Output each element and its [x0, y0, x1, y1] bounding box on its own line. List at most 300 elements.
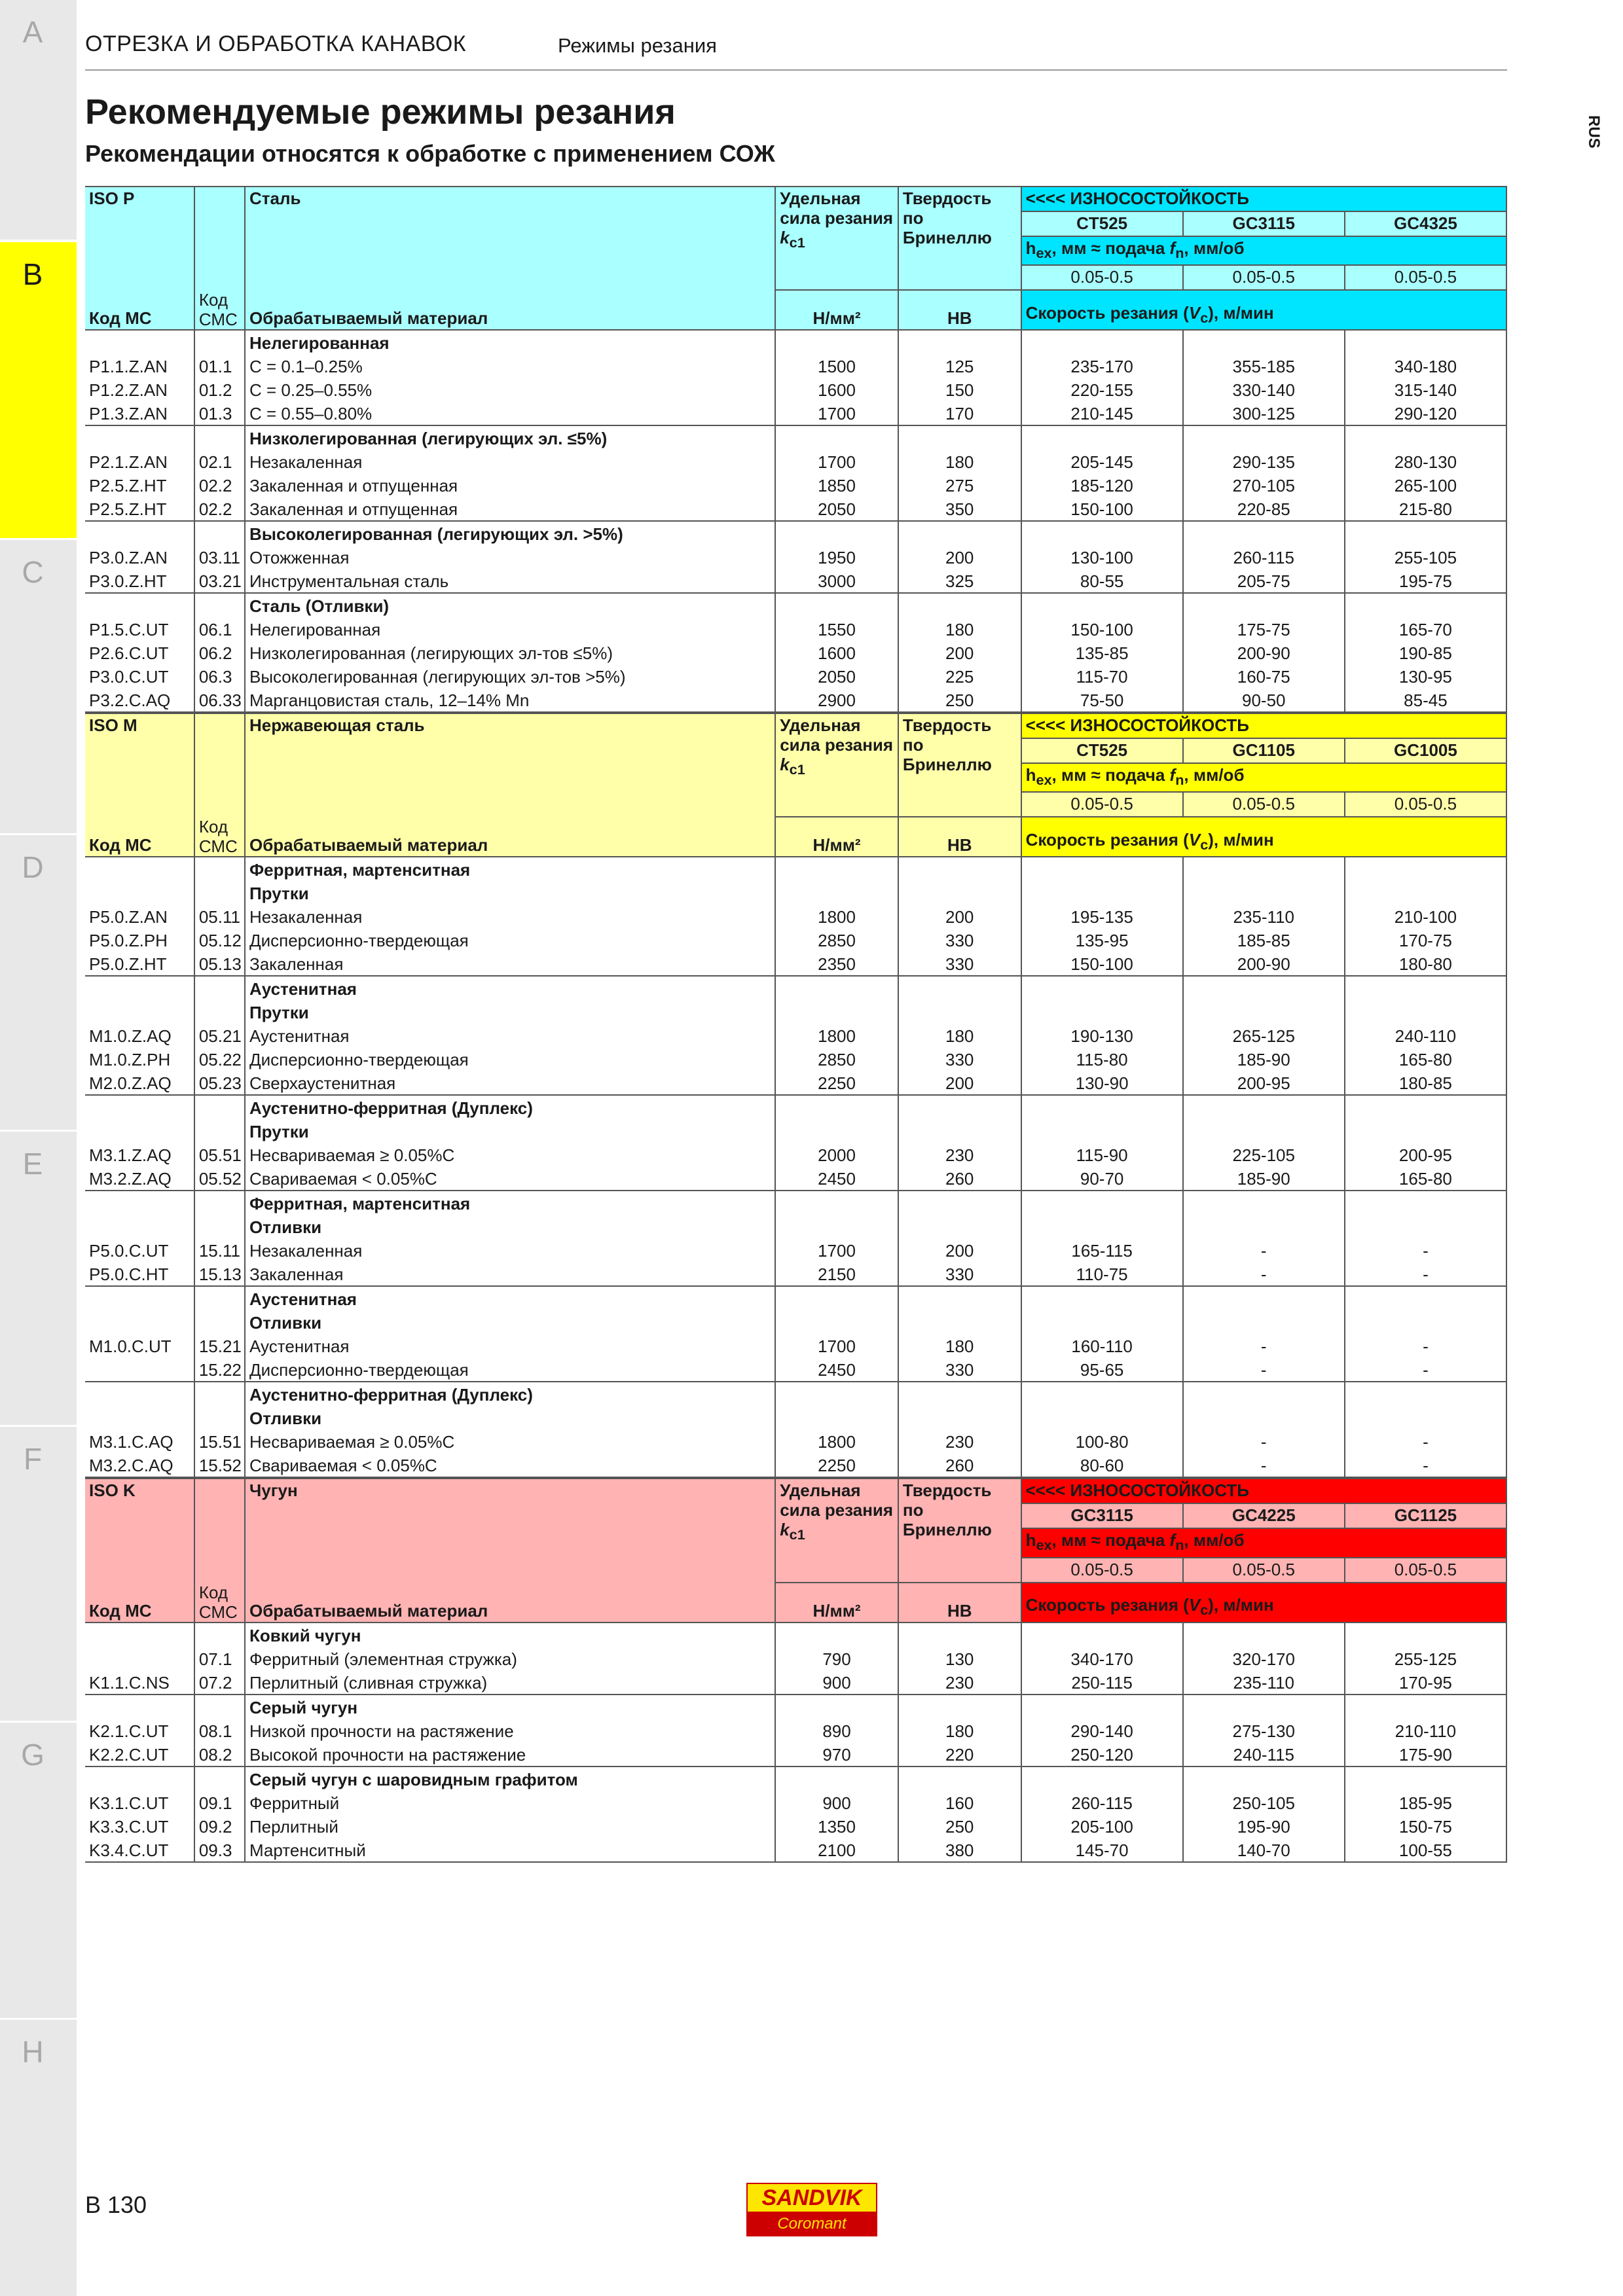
material-subgroup-heading: Ферритная, мартенситная	[245, 857, 775, 881]
empty-cell	[775, 857, 898, 881]
feed-unit: , мм/об	[1184, 765, 1245, 785]
code-mc-header: Код МС	[85, 817, 194, 857]
cutting-speed-g1: 190-130	[1021, 1024, 1183, 1047]
chapter-tab-h[interactable]	[0, 2020, 77, 2296]
material-subgroup-heading: Отливки	[245, 1215, 775, 1238]
empty-cell	[775, 1095, 898, 1119]
cmc-code: 05.11	[194, 905, 245, 928]
cmc-code: 09.1	[194, 1791, 245, 1814]
cmc-code: 05.13	[194, 952, 245, 976]
mc-code: P1.1.Z.AN	[89, 357, 168, 377]
empty-cell	[1021, 1000, 1183, 1024]
wear-resistance-label: <<<< ИЗНОСОСТОЙКОСТЬ	[1021, 713, 1506, 738]
hardness-hb: 330	[898, 1262, 1021, 1286]
cutting-speed-g3: 210-100	[1345, 905, 1506, 928]
cutting-speed-g2: 90-50	[1183, 688, 1345, 712]
feed-range: 0.05-0.5	[1345, 792, 1506, 817]
empty-cell	[85, 1286, 194, 1310]
specific-cutting-force: 1800	[775, 1024, 898, 1047]
wear-resistance-label: <<<< ИЗНОСОСТОЙКОСТЬ	[1021, 1479, 1506, 1503]
material-name: Марганцовистая сталь, 12–14% Mn	[245, 688, 775, 712]
material-name: C = 0.25–0.55%	[245, 378, 775, 401]
material-name: Несвариваемая ≥ 0.05%C	[245, 1429, 775, 1453]
table-row	[85, 1143, 1506, 1166]
hardness-hb: 200	[898, 1071, 1021, 1095]
cutting-speed-g2: 220-85	[1183, 497, 1345, 521]
material-subgroup-row	[85, 425, 1506, 450]
cutting-speed-header	[1021, 1583, 1506, 1623]
empty-cell	[775, 1000, 898, 1024]
chapter-tab-g[interactable]	[0, 1723, 77, 2018]
language-label: RUS	[1585, 115, 1603, 149]
empty-cell	[898, 1767, 1021, 1791]
material-subgroup-row	[85, 1623, 1506, 1647]
mc-code: P2.5.Z.HT	[89, 499, 167, 520]
empty-cell	[85, 1623, 194, 1647]
kc-unit: Н/мм²	[775, 817, 898, 857]
empty-cell	[194, 425, 245, 450]
empty-cell	[898, 1310, 1021, 1334]
code-cmc-line1: Код	[198, 817, 228, 837]
code-cmc-header	[194, 290, 245, 330]
cutting-speed-g2: 235-110	[1183, 1670, 1345, 1695]
table-row	[85, 928, 1506, 952]
cutting-speed-g1: 205-145	[1021, 450, 1183, 473]
specific-cutting-force: 890	[775, 1719, 898, 1742]
feed-range: 0.05-0.5	[1183, 265, 1345, 290]
cutting-speed-g1: 130-100	[1021, 545, 1183, 569]
material-group-name: Сталь	[245, 187, 775, 290]
cmc-code: 02.1	[194, 450, 245, 473]
vc-label: Скорость резания (	[1025, 1595, 1189, 1615]
empty-cell	[1345, 1767, 1506, 1791]
material-name: Низкой прочности на растяжение	[245, 1719, 775, 1742]
material-subgroup-heading: Аустенитная	[245, 1286, 775, 1310]
empty-cell	[898, 1623, 1021, 1647]
empty-cell	[775, 881, 898, 905]
specific-cutting-force: 2850	[775, 1047, 898, 1071]
hardness-hb: 180	[898, 1024, 1021, 1047]
kc-symbol: k	[780, 228, 790, 247]
cutting-speed-g2: 265-125	[1183, 1024, 1345, 1047]
material-header: Обрабатываемый материал	[245, 1583, 775, 1623]
cutting-speed-g1: 130-90	[1021, 1071, 1183, 1095]
table-row	[85, 378, 1506, 401]
empty-cell	[194, 1215, 245, 1238]
material-group-name: Нержавеющая сталь	[245, 713, 775, 817]
logo-wordmark: SANDVIK	[746, 2183, 877, 2213]
empty-cell	[194, 593, 245, 617]
cmc-code: 09.2	[194, 1814, 245, 1838]
table-row	[85, 1166, 1506, 1191]
material-name: Незакаленная	[245, 905, 775, 928]
vc-unit: ), м/мин	[1208, 303, 1274, 323]
cutting-speed-g1: 195-135	[1021, 905, 1183, 928]
cutting-speed-g1: 160-110	[1021, 1334, 1183, 1357]
kc-header	[775, 713, 898, 817]
mc-code: P3.0.C.UT	[89, 667, 169, 687]
material-subgroup-heading: Высоколегированная (легирующих эл. >5%)	[245, 521, 775, 545]
code-mc-header: Код МС	[85, 1583, 194, 1623]
vc-unit: ), м/мин	[1208, 830, 1274, 850]
cmc-code: 06.3	[194, 664, 245, 688]
empty-cell	[1183, 330, 1345, 354]
cmc-code: 09.3	[194, 1838, 245, 1862]
specific-cutting-force: 790	[775, 1647, 898, 1670]
chapter-tab-f[interactable]	[0, 1427, 77, 1721]
empty-cell	[1345, 857, 1506, 881]
mc-code: P5.0.C.UT	[89, 1241, 169, 1261]
cutting-speed-g3: -	[1345, 1429, 1506, 1453]
empty-cell	[1183, 1406, 1345, 1429]
empty-cell	[1183, 1382, 1345, 1406]
mc-code: M3.1.C.AQ	[89, 1432, 173, 1452]
table-header-row	[85, 713, 1506, 738]
empty-cell	[1345, 1310, 1506, 1334]
cutting-speed-g1: 250-115	[1021, 1670, 1183, 1695]
mc-code: M3.2.Z.AQ	[89, 1169, 172, 1189]
hardness-hb: 260	[898, 1166, 1021, 1191]
specific-cutting-force: 1350	[775, 1814, 898, 1838]
empty-cell	[85, 976, 194, 1000]
material-name: Дисперсионно-твердеющая	[245, 1357, 775, 1382]
empty-cell	[85, 1767, 194, 1791]
cutting-speed-g3: 180-80	[1345, 952, 1506, 976]
mc-code: P5.0.Z.PH	[89, 931, 168, 951]
grade-ct525: CT525	[1021, 738, 1183, 763]
grade-gc1105: GC1105	[1183, 738, 1345, 763]
specific-cutting-force: 900	[775, 1670, 898, 1695]
empty-cell	[1021, 521, 1183, 545]
material-subgroup-heading: Нелегированная	[245, 330, 775, 354]
page-number: B 130	[85, 2191, 147, 2218]
cutting-speed-g1: 235-170	[1021, 354, 1183, 378]
hardness-hb: 230	[898, 1429, 1021, 1453]
cutting-speed-g3: 170-75	[1345, 928, 1506, 952]
specific-cutting-force: 2100	[775, 1838, 898, 1862]
empty-cell	[1345, 521, 1506, 545]
specific-cutting-force: 2450	[775, 1166, 898, 1191]
cutting-speed-g2: 270-105	[1183, 473, 1345, 497]
empty-cell	[1183, 593, 1345, 617]
cutting-speed-g1: 210-145	[1021, 401, 1183, 425]
specific-cutting-force: 900	[775, 1791, 898, 1814]
hardness-hb: 200	[898, 641, 1021, 664]
empty-cell	[898, 1215, 1021, 1238]
cutting-speed-g2: 200-90	[1183, 952, 1345, 976]
empty-cell	[1021, 1406, 1183, 1429]
empty-cell	[1183, 1191, 1345, 1215]
empty-cell	[85, 593, 194, 617]
mc-code: K2.1.C.UT	[89, 1721, 169, 1741]
hb-header: Твердость по Бринеллю	[898, 187, 1021, 290]
hex-label-mid: , мм ≈ подача	[1051, 1530, 1170, 1551]
material-name: Перлитный (сливная стружка)	[245, 1670, 775, 1695]
grade-gc3115: GC3115	[1021, 1503, 1183, 1528]
empty-cell	[194, 1119, 245, 1143]
empty-cell	[1183, 1119, 1345, 1143]
material-subgroup-row	[85, 857, 1506, 881]
mc-code: M1.0.C.UT	[89, 1336, 172, 1357]
mc-code: K3.4.C.UT	[85, 1838, 194, 1862]
material-name: Свариваемая < 0.05%C	[245, 1166, 775, 1191]
empty-cell	[194, 1623, 245, 1647]
cmc-code: 07.2	[194, 1670, 245, 1695]
cutting-speed-g2: -	[1183, 1334, 1345, 1357]
feed-subscript: n	[1175, 1537, 1184, 1554]
empty-cell	[1183, 1215, 1345, 1238]
empty-cell	[1345, 1382, 1506, 1406]
cutting-speed-g3: 195-75	[1345, 569, 1506, 593]
material-name: Дисперсионно-твердеющая	[245, 928, 775, 952]
material-name: Несвариваемая ≥ 0.05%C	[245, 1143, 775, 1166]
cutting-speed-g2: -	[1183, 1453, 1345, 1477]
feed-header	[1021, 236, 1506, 265]
cutting-speed-g2: 175-75	[1183, 617, 1345, 641]
hex-symbol: h	[1025, 1530, 1036, 1551]
cutting-speed-g3: -	[1345, 1262, 1506, 1286]
cmc-header-spacer	[194, 1479, 245, 1582]
cutting-speed-g2: 205-75	[1183, 569, 1345, 593]
table-row	[85, 401, 1506, 425]
page-header	[85, 31, 1507, 71]
mc-code	[85, 1357, 194, 1382]
cutting-speed-g1: 80-55	[1021, 569, 1183, 593]
table-header-row	[85, 187, 1506, 211]
feed-symbol: f	[1169, 765, 1176, 785]
kc-header	[775, 1479, 898, 1582]
material-subgroup-heading: Прутки	[245, 1000, 775, 1024]
cutting-speed-g3: 340-180	[1345, 354, 1506, 378]
table-row	[85, 952, 1506, 976]
cutting-speed-g1: 115-90	[1021, 1143, 1183, 1166]
chapter-tab-a[interactable]	[0, 0, 77, 240]
specific-cutting-force: 2900	[775, 688, 898, 712]
material-subgroup-row	[85, 1382, 1506, 1406]
cutting-speed-g1: 165-115	[1021, 1238, 1183, 1262]
specific-cutting-force: 1950	[775, 545, 898, 569]
table-row	[85, 1742, 1506, 1767]
cutting-speed-g2: 185-90	[1183, 1166, 1345, 1191]
material-subgroup-heading: Аустенитно-ферритная (Дуплекс)	[245, 1095, 775, 1119]
feed-symbol: f	[1169, 238, 1176, 258]
cmc-code: 01.3	[194, 401, 245, 425]
chapter-tab-d[interactable]	[0, 835, 77, 1130]
mc-code: P1.2.Z.AN	[89, 380, 168, 401]
empty-cell	[1021, 1767, 1183, 1791]
cutting-speed-g2: 235-110	[1183, 905, 1345, 928]
empty-cell	[194, 1095, 245, 1119]
cutting-speed-g2: 240-115	[1183, 1742, 1345, 1767]
material-subgroup-row	[85, 881, 1506, 905]
material-name: Сверхаустенитная	[245, 1071, 775, 1095]
empty-cell	[775, 1215, 898, 1238]
kc-subscript: c1	[789, 1526, 805, 1543]
empty-cell	[1021, 976, 1183, 1000]
hardness-hb: 260	[898, 1453, 1021, 1477]
empty-cell	[775, 593, 898, 617]
cutting-data-tables	[85, 186, 1507, 1863]
specific-cutting-force: 2450	[775, 1357, 898, 1382]
empty-cell	[194, 1000, 245, 1024]
cutting-table-iso-p	[85, 186, 1507, 713]
logo-subbrand: Coromant	[746, 2212, 877, 2236]
material-subgroup-heading: Отливки	[245, 1406, 775, 1429]
empty-cell	[1021, 425, 1183, 450]
cmc-code: 06.2	[194, 641, 245, 664]
hex-label-mid: , мм ≈ подача	[1051, 238, 1170, 258]
cutting-speed-g3: 255-125	[1345, 1647, 1506, 1670]
material-subgroup-heading: Ковкий чугун	[245, 1623, 775, 1647]
grade-ct525: CT525	[1021, 211, 1183, 236]
feed-unit: , мм/об	[1184, 1530, 1245, 1551]
material-subgroup-heading: Серый чугун	[245, 1695, 775, 1719]
cutting-speed-g2: 320-170	[1183, 1647, 1345, 1670]
kc-label: Удельная сила резания	[780, 715, 894, 755]
cutting-speed-g1: 135-85	[1021, 641, 1183, 664]
vc-label: Скорость резания (	[1025, 830, 1189, 850]
hardness-hb: 330	[898, 928, 1021, 952]
specific-cutting-force: 2250	[775, 1071, 898, 1095]
table-row	[85, 688, 1506, 712]
chapter-tab-label: E	[22, 1147, 43, 1181]
cutting-speed-g3: 290-120	[1345, 401, 1506, 425]
chapter-tab-e[interactable]	[0, 1132, 77, 1425]
empty-cell	[1345, 976, 1506, 1000]
table-row	[85, 569, 1506, 593]
specific-cutting-force: 970	[775, 1742, 898, 1767]
cutting-speed-g1: 80-60	[1021, 1453, 1183, 1477]
kc-unit: Н/мм²	[775, 1583, 898, 1623]
table-row	[85, 1429, 1506, 1453]
empty-cell	[194, 857, 245, 881]
hb-header: Твердость по Бринеллю	[898, 713, 1021, 817]
hb-unit: HB	[898, 290, 1021, 330]
empty-cell	[1183, 1767, 1345, 1791]
hex-subscript: ex	[1036, 245, 1052, 262]
cutting-speed-g3: 100-55	[1345, 1838, 1506, 1862]
hardness-hb: 350	[898, 497, 1021, 521]
cutting-speed-g1: 220-155	[1021, 378, 1183, 401]
grade-gc1125: GC1125	[1345, 1503, 1506, 1528]
cmc-code: 08.1	[194, 1719, 245, 1742]
cutting-speed-g2: 200-95	[1183, 1071, 1345, 1095]
kc-symbol: k	[780, 1520, 790, 1540]
empty-cell	[1345, 330, 1506, 354]
chapter-tab-b[interactable]	[0, 242, 77, 538]
mc-code: K3.1.C.UT	[89, 1793, 169, 1813]
hardness-hb: 180	[898, 617, 1021, 641]
mc-code: K2.2.C.UT	[89, 1744, 169, 1765]
hex-label-mid: , мм ≈ подача	[1051, 765, 1170, 785]
table-row	[85, 545, 1506, 569]
cutting-speed-g2: 250-105	[1183, 1791, 1345, 1814]
cutting-speed-header	[1021, 290, 1506, 330]
empty-cell	[1183, 1623, 1345, 1647]
empty-cell	[85, 1406, 194, 1429]
cmc-code: 05.22	[194, 1047, 245, 1071]
empty-cell	[1183, 1310, 1345, 1334]
hardness-hb: 250	[898, 1814, 1021, 1838]
mc-code: P5.0.C.HT	[89, 1265, 169, 1285]
material-subgroup-row	[85, 1406, 1506, 1429]
cmc-code: 05.21	[194, 1024, 245, 1047]
hardness-hb: 230	[898, 1143, 1021, 1166]
cutting-speed-g1: 115-80	[1021, 1047, 1183, 1071]
empty-cell	[1021, 1382, 1183, 1406]
vc-subscript: c	[1200, 310, 1209, 327]
mc-code: K3.3.C.UT	[89, 1816, 169, 1837]
feed-range: 0.05-0.5	[1021, 792, 1183, 817]
cutting-table-iso-k	[85, 1478, 1507, 1862]
cutting-speed-g1: 185-120	[1021, 473, 1183, 497]
table-row	[85, 1071, 1506, 1095]
cutting-speed-g1: 135-95	[1021, 928, 1183, 952]
material-subgroup-row	[85, 521, 1506, 545]
page-subtitle: Рекомендации относятся к обработке с применением СОЖ	[85, 140, 775, 167]
feed-subscript: n	[1175, 245, 1184, 262]
mc-code: P3.0.Z.HT	[89, 571, 167, 592]
cmc-code: 15.22	[194, 1357, 245, 1382]
hardness-hb: 200	[898, 1238, 1021, 1262]
empty-cell	[1021, 593, 1183, 617]
kc-header	[775, 187, 898, 290]
hardness-hb: 200	[898, 545, 1021, 569]
specific-cutting-force: 2050	[775, 497, 898, 521]
empty-cell	[85, 330, 194, 354]
table-row	[85, 1024, 1506, 1047]
empty-cell	[1021, 1119, 1183, 1143]
empty-cell	[1183, 881, 1345, 905]
cmc-code: 01.1	[194, 354, 245, 378]
mc-code: M3.2.C.AQ	[85, 1453, 194, 1477]
kc-label: Удельная сила резания	[780, 188, 894, 228]
cutting-speed-g3: 200-95	[1345, 1143, 1506, 1166]
specific-cutting-force: 2350	[775, 952, 898, 976]
table-row	[85, 473, 1506, 497]
cutting-speed-g3: 210-110	[1345, 1719, 1506, 1742]
material-subgroup-row	[85, 593, 1506, 617]
hardness-hb: 200	[898, 905, 1021, 928]
specific-cutting-force: 1800	[775, 905, 898, 928]
cutting-speed-g1: 290-140	[1021, 1719, 1183, 1742]
material-subgroup-row	[85, 1095, 1506, 1119]
cutting-speed-g3: 185-95	[1345, 1791, 1506, 1814]
hardness-hb: 170	[898, 401, 1021, 425]
cmc-code: 15.11	[194, 1238, 245, 1262]
material-name: Закаленная и отпущенная	[245, 497, 775, 521]
material-name: Перлитный	[245, 1814, 775, 1838]
hardness-hb: 330	[898, 1047, 1021, 1071]
chapter-tab-c[interactable]	[0, 540, 77, 833]
cutting-speed-g1: 340-170	[1021, 1647, 1183, 1670]
empty-cell	[194, 1767, 245, 1791]
hardness-hb: 250	[898, 688, 1021, 712]
material-subgroup-row	[85, 1119, 1506, 1143]
chapter-tab-label: A	[22, 15, 43, 49]
specific-cutting-force: 1850	[775, 473, 898, 497]
code-mc-header: Код МС	[85, 290, 194, 330]
cmc-code: 15.21	[194, 1334, 245, 1357]
cutting-speed-g3: 165-80	[1345, 1047, 1506, 1071]
material-header: Обрабатываемый материал	[245, 290, 775, 330]
material-name: Дисперсионно-твердеющая	[245, 1047, 775, 1071]
cutting-speed-g2: 275-130	[1183, 1719, 1345, 1742]
table-row	[85, 450, 1506, 473]
cutting-speed-g2: 195-90	[1183, 1814, 1345, 1838]
cmc-code: 03.21	[194, 569, 245, 593]
empty-cell	[1345, 1095, 1506, 1119]
